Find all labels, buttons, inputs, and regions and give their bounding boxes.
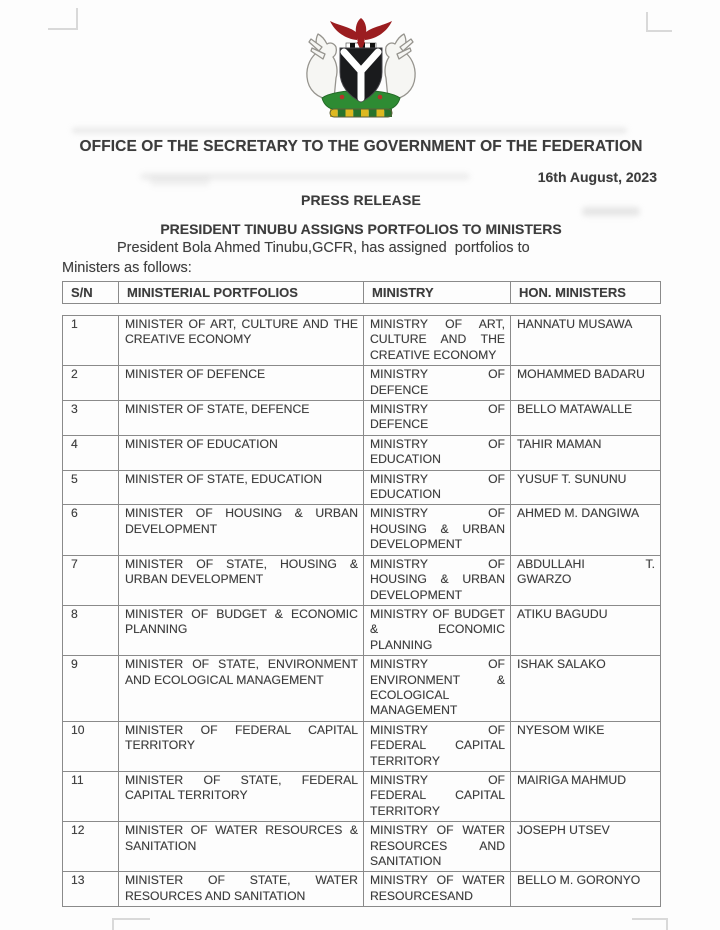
cell-ministry: MINISTRY OF WATER RESOURCES AND SANITATION	[364, 822, 511, 872]
table-row	[63, 721, 661, 771]
cell-ministry: MINISTRY OF ENVIRONMENT & ECOLOGICAL MANAGEMENT	[364, 656, 511, 722]
headline: PRESIDENT TINUBU ASSIGNS PORTFOLIOS TO MINISTERS	[160, 221, 562, 237]
cell-sn: 5	[63, 470, 119, 505]
eagle	[330, 18, 392, 51]
cell-minister: AHMED M. DANGIWA	[511, 505, 661, 555]
horse-left	[307, 34, 337, 99]
cell-minister: NYESOM WIKE	[511, 721, 661, 771]
scan-smudge	[150, 176, 210, 186]
cell-minister: ATIKU BAGUDU	[511, 605, 661, 655]
crop-corner-bottom-right-icon	[632, 918, 668, 930]
table-row	[63, 435, 661, 470]
scan-smudge	[582, 207, 640, 216]
crop-corner-top-right-icon	[646, 12, 672, 32]
cell-portfolio: MINISTER OF FEDERAL CAPITAL TERRITORY	[119, 721, 364, 771]
cell-minister: BELLO MATAWALLE	[511, 401, 661, 436]
cell-sn: 11	[63, 771, 119, 821]
crop-corner-bottom-left-icon	[112, 918, 150, 930]
cell-sn: 4	[63, 435, 119, 470]
ministers-table	[62, 315, 661, 907]
cell-ministry: MINISTRY OF ART, CULTURE AND THE CREATIVE ECONOMY	[364, 316, 511, 366]
cell-sn: 1	[63, 316, 119, 366]
table-row	[63, 401, 661, 436]
cell-sn: 6	[63, 505, 119, 555]
header-ministry: MINISTRY	[364, 282, 511, 304]
coat-of-arms-icon	[293, 14, 429, 118]
cell-ministry: MINISTRY OF DEFENCE	[364, 401, 511, 436]
cell-ministry: MINISTRY OF WATER RESOURCESAND	[364, 872, 511, 907]
cell-ministry: MINISTRY OF HOUSING & URBAN DEVELOPMENT	[364, 505, 511, 555]
cell-portfolio: MINISTER OF HOUSING & URBAN DEVELOPMENT	[119, 505, 364, 555]
cell-minister: ABDULLAHI T. GWARZO	[511, 555, 661, 605]
portfolio-table-header	[62, 281, 661, 304]
crop-corner-top-left-icon	[48, 8, 78, 30]
coat-of-arms-container	[62, 14, 660, 118]
cell-sn: 7	[63, 555, 119, 605]
cell-ministry: MINISTRY OF BUDGET & ECONOMIC PLANNING	[364, 605, 511, 655]
wreath	[330, 109, 392, 117]
cell-portfolio: MINISTER OF DEFENCE	[119, 366, 364, 401]
cell-ministry: MINISTRY OF DEFENCE	[364, 366, 511, 401]
ministers-table-body	[63, 316, 661, 907]
table-row	[63, 555, 661, 605]
cell-portfolio: MINISTER OF ART, CULTURE AND THE CREATIVE ECONOMY	[119, 316, 364, 366]
header-sn: S/N	[63, 282, 119, 304]
cell-sn: 9	[63, 656, 119, 722]
cell-portfolio: MINISTER OF STATE, ENVIRONMENT AND ECOLOGICAL MANAGEMENT	[119, 656, 364, 722]
cell-portfolio: MINISTER OF WATER RESOURCES & SANITATION	[119, 822, 364, 872]
cell-ministry: MINISTRY OF HOUSING & URBAN DEVELOPMENT	[364, 555, 511, 605]
cell-sn: 3	[63, 401, 119, 436]
cell-minister: MAIRIGA MAHMUD	[511, 771, 661, 821]
cell-portfolio: MINISTER OF STATE, FEDERAL CAPITAL TERRITORY	[119, 771, 364, 821]
cell-minister: YUSUF T. SUNUNU	[511, 470, 661, 505]
table-row	[63, 872, 661, 907]
cell-portfolio: MINISTER OF BUDGET & ECONOMIC PLANNING	[119, 605, 364, 655]
cell-sn: 13	[63, 872, 119, 907]
cell-portfolio: MINISTER OF STATE, WATER RESOURCES AND SANITATION	[119, 872, 364, 907]
cell-minister: JOSEPH UTSEV	[511, 822, 661, 872]
table-row	[63, 470, 661, 505]
date-line: 16th August, 2023	[537, 169, 657, 185]
scan-smudge	[72, 128, 627, 133]
header-row	[63, 282, 661, 304]
cell-ministry: MINISTRY OF EDUCATION	[364, 470, 511, 505]
cell-sn: 8	[63, 605, 119, 655]
cell-sn: 10	[63, 721, 119, 771]
cell-portfolio: MINISTER OF EDUCATION	[119, 435, 364, 470]
table-row	[63, 822, 661, 872]
table-row	[63, 605, 661, 655]
cell-minister: TAHIR MAMAN	[511, 435, 661, 470]
table-row	[63, 316, 661, 366]
cell-sn: 2	[63, 366, 119, 401]
intro-line-2: Ministers as follows:	[62, 259, 192, 276]
intro-paragraph	[62, 239, 660, 278]
horse-right	[385, 34, 415, 99]
table-row	[63, 656, 661, 722]
cell-ministry: MINISTRY OF EDUCATION	[364, 435, 511, 470]
cell-minister: BELLO M. GORONYO	[511, 872, 661, 907]
table-row	[63, 366, 661, 401]
cell-minister: MOHAMMED BADARU	[511, 366, 661, 401]
cell-minister: ISHAK SALAKO	[511, 656, 661, 722]
cell-minister: HANNATU MUSAWA	[511, 316, 661, 366]
table-row	[63, 505, 661, 555]
letterhead-title: OFFICE OF THE SECRETARY TO THE GOVERNMENT OF THE FEDERATION	[79, 138, 643, 155]
header-portfolio: MINISTERIAL PORTFOLIOS	[119, 282, 364, 304]
cell-portfolio: MINISTER OF STATE, DEFENCE	[119, 401, 364, 436]
cell-sn: 12	[63, 822, 119, 872]
header-minister: HON. MINISTERS	[511, 282, 661, 304]
cell-portfolio: MINISTER OF STATE, HOUSING & URBAN DEVELOPMENT	[119, 555, 364, 605]
intro-line-1: President Bola Ahmed Tinubu,GCFR, has assigned portfolios to	[117, 240, 530, 256]
cell-ministry: MINISTRY OF FEDERAL CAPITAL TERRITORY	[364, 771, 511, 821]
cell-portfolio: MINISTER OF STATE, EDUCATION	[119, 470, 364, 505]
cell-ministry: MINISTRY OF FEDERAL CAPITAL TERRITORY	[364, 721, 511, 771]
table-row	[63, 771, 661, 821]
press-release-label: PRESS RELEASE	[300, 192, 422, 208]
